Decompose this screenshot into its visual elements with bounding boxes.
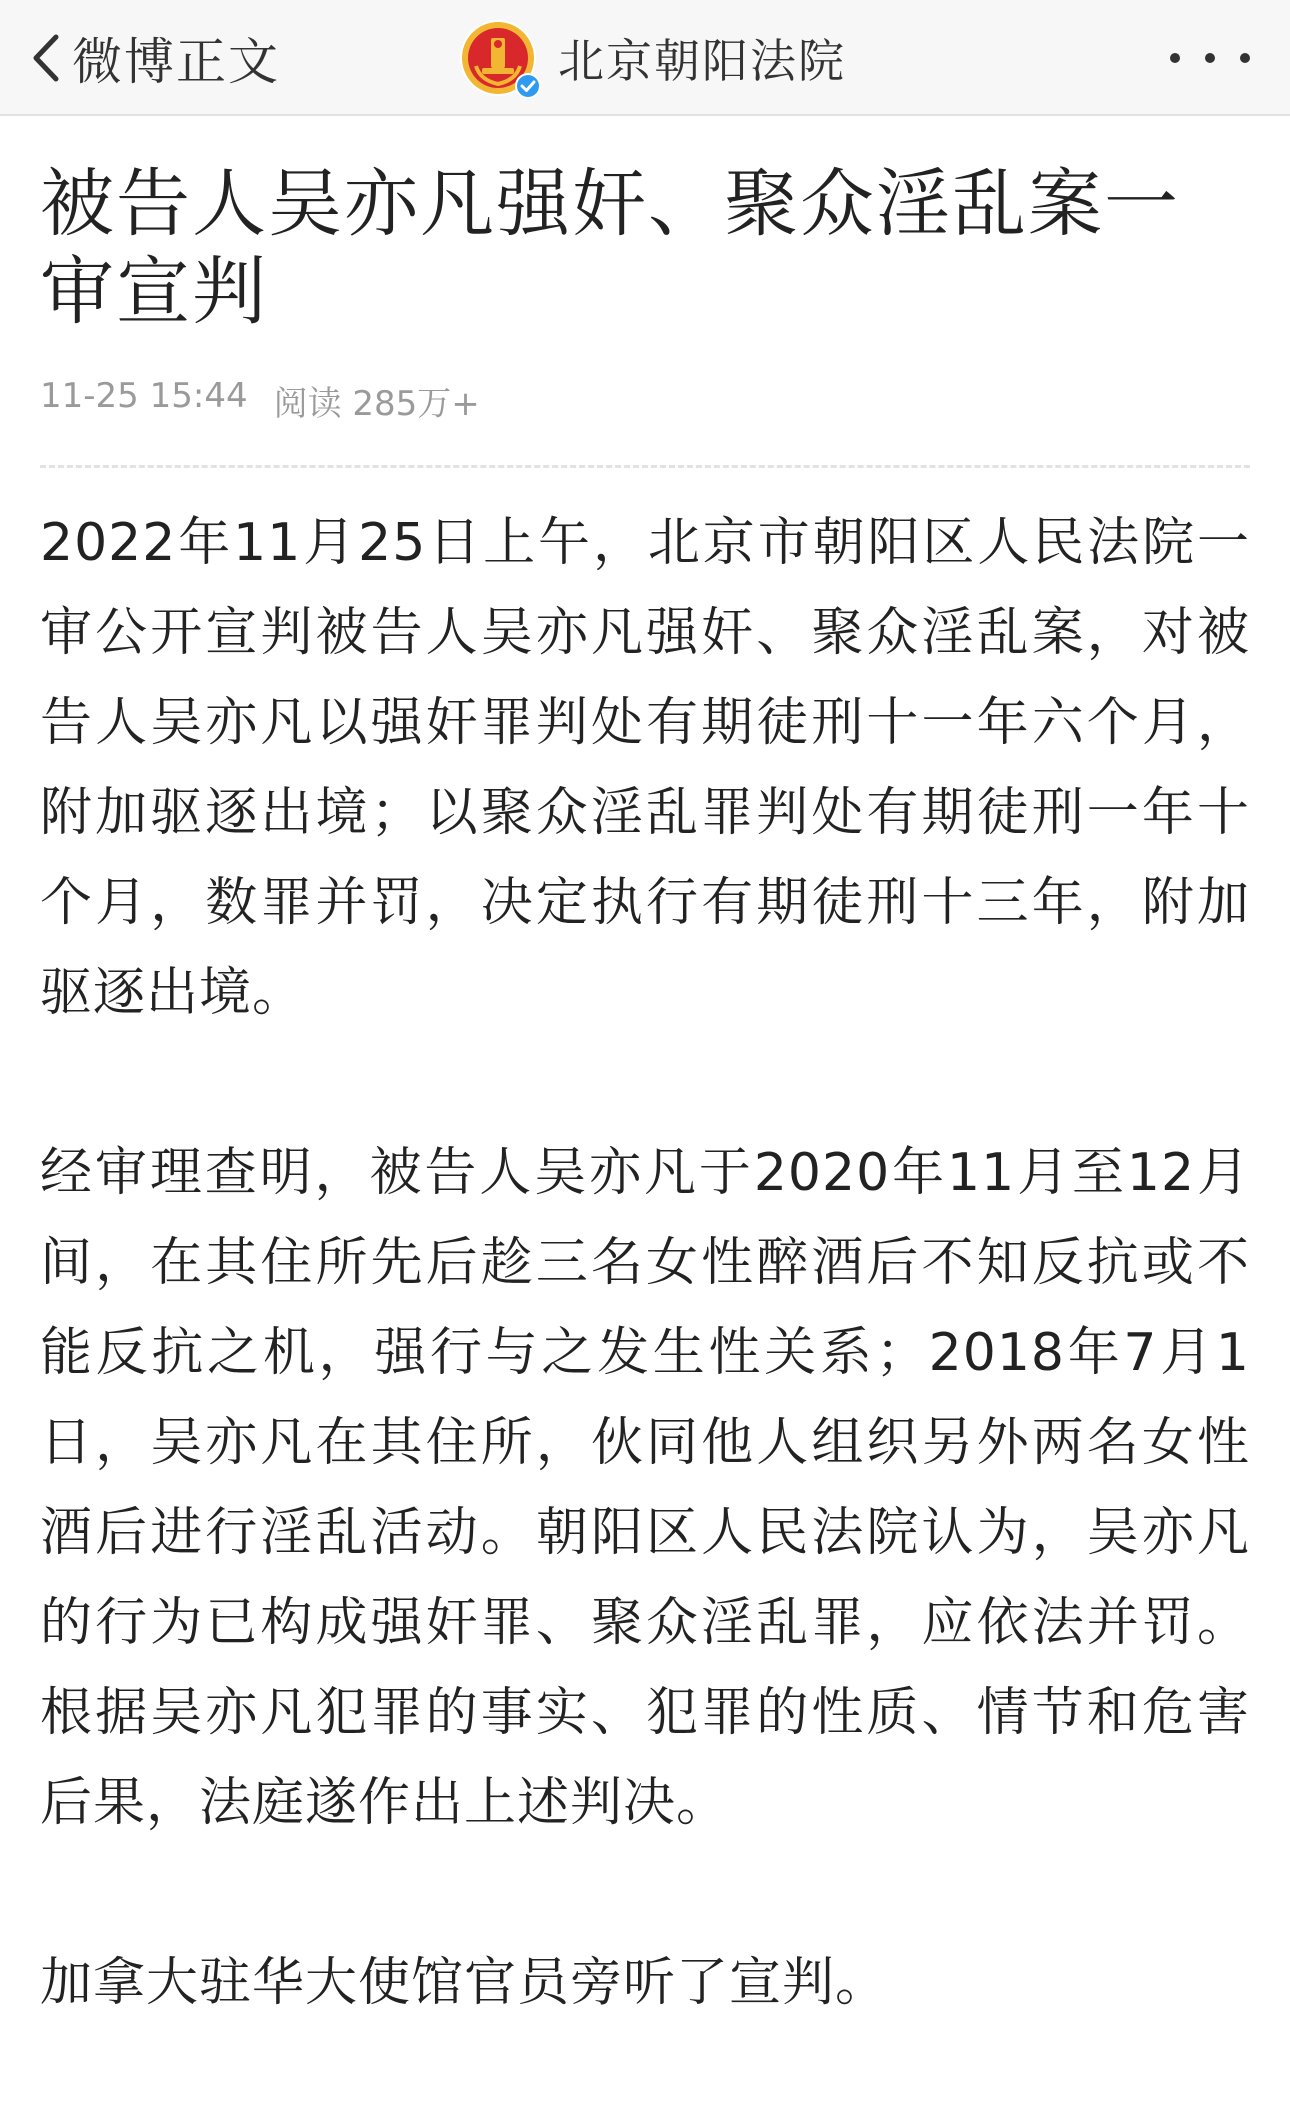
more-dots-icon [1240,53,1250,63]
dashed-divider [40,465,1250,468]
paragraph: 2022年11月25日上午，北京市朝阳区人民法院一审公开宣判被告人吴亦凡强奸、聚众淫乱案，对被告人吴亦凡以强奸罪判处有期徒刑十一年六个月，附加驱逐出境；以聚众淫乱罪判处有期徒刑一年十个月，数罪并罚，决定执行有期徒刑十三年，附加驱逐出境。 [40,513,1250,1023]
back-button[interactable] [28,18,280,98]
more-dots-icon [1170,53,1180,63]
verified-badge-icon [514,72,542,100]
account-header[interactable] [458,14,846,102]
post-time: 11-25 15:44 [40,376,248,416]
more-dots-icon [1205,53,1215,63]
article [40,116,1250,2118]
top-nav-bar [0,0,1290,116]
more-options-button[interactable] [1170,30,1250,86]
paragraph: 经审理查明，被告人吴亦凡于2020年11月至12月间，在其住所先后趁三名女性醉酒后不知反抗或不能反抗之机，强行与之发生性关系；2018年7月1日，吴亦凡在其住所，伙同他人组织另外两名女性酒后进行淫乱活动。朝阳区人民法院认为，吴亦凡的行为已构成强奸罪、聚众淫乱罪，应依法并罚。根据吴亦凡犯罪的事实、犯罪的性质、情节和危害后果，法庭遂作出上述判决。 [40,1143,1250,1833]
chevron-left-icon[interactable] [28,33,62,83]
article-title: 被告人吴亦凡强奸、聚众淫乱案一审宣判 [40,161,1180,335]
avatar[interactable] [458,18,538,98]
back-label[interactable]: 微博正文 [72,33,280,91]
account-name[interactable]: 北京朝阳法院 [558,34,846,88]
article-body [40,498,1250,2028]
paragraph: 加拿大驻华大使馆官员旁听了宣判。 [40,1953,889,2013]
article-meta [40,376,1250,425]
read-count: 阅读 285万+ [273,384,480,424]
